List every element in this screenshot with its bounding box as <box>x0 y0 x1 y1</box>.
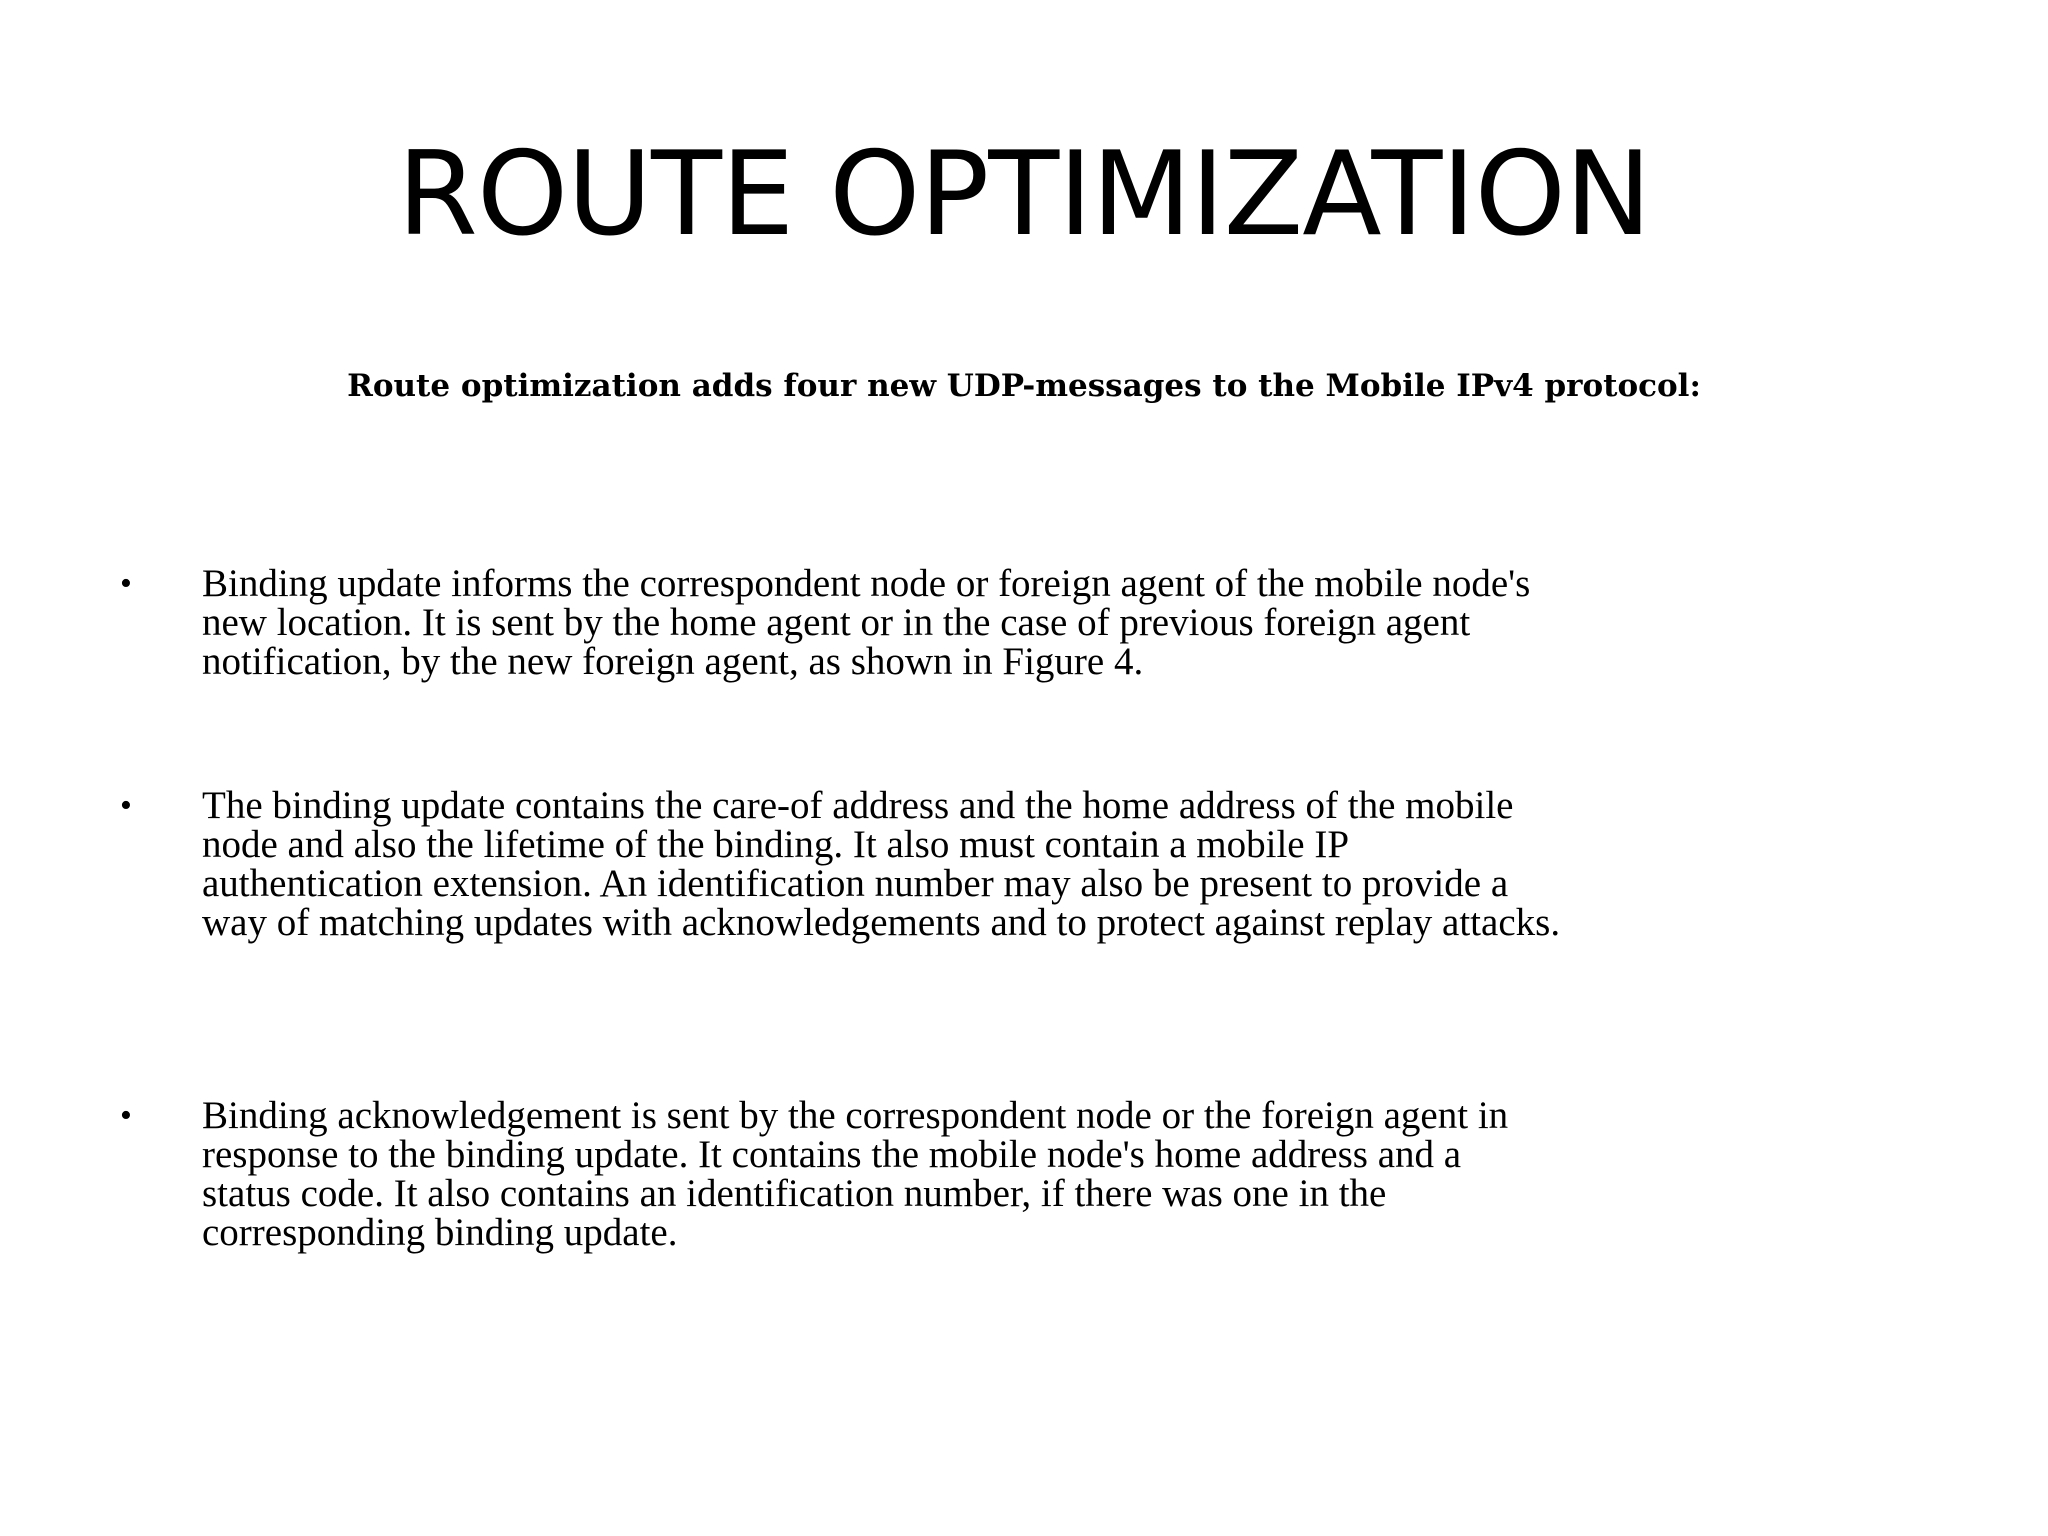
bullet-icon: • <box>120 787 132 824</box>
bullet-text: The binding update contains the care-of address and the home address of the mobile node and also the lifetime of the binding. It also must contain a mobile IP authentication extension. An identification number may also be present to provide a way of matching updates with acknowledgements and to protect against replay attacks. <box>202 784 1561 944</box>
bullet-text: Binding acknowledgement is sent by the correspondent node or the foreign agent in response to the binding update. It contains the mobile node's home address and a status code. It also contains an identification number, if there was one in the corresponding binding update. <box>202 1094 1509 1254</box>
slide-title: ROUTE OPTIMIZATION <box>397 127 1651 262</box>
bullet-icon: • <box>120 1097 132 1134</box>
bullet-icon: • <box>120 565 132 602</box>
bullet-text: Binding update informs the correspondent node or foreign agent of the mobile node's new location. It is sent by the home agent or in the case of previous foreign agent notification, by the new foreign agent, as shown in Figure 4. <box>202 562 1531 683</box>
slide-subtitle: Route optimization adds four new UDP-messages to the Mobile IPv4 protocol: <box>347 368 1701 404</box>
